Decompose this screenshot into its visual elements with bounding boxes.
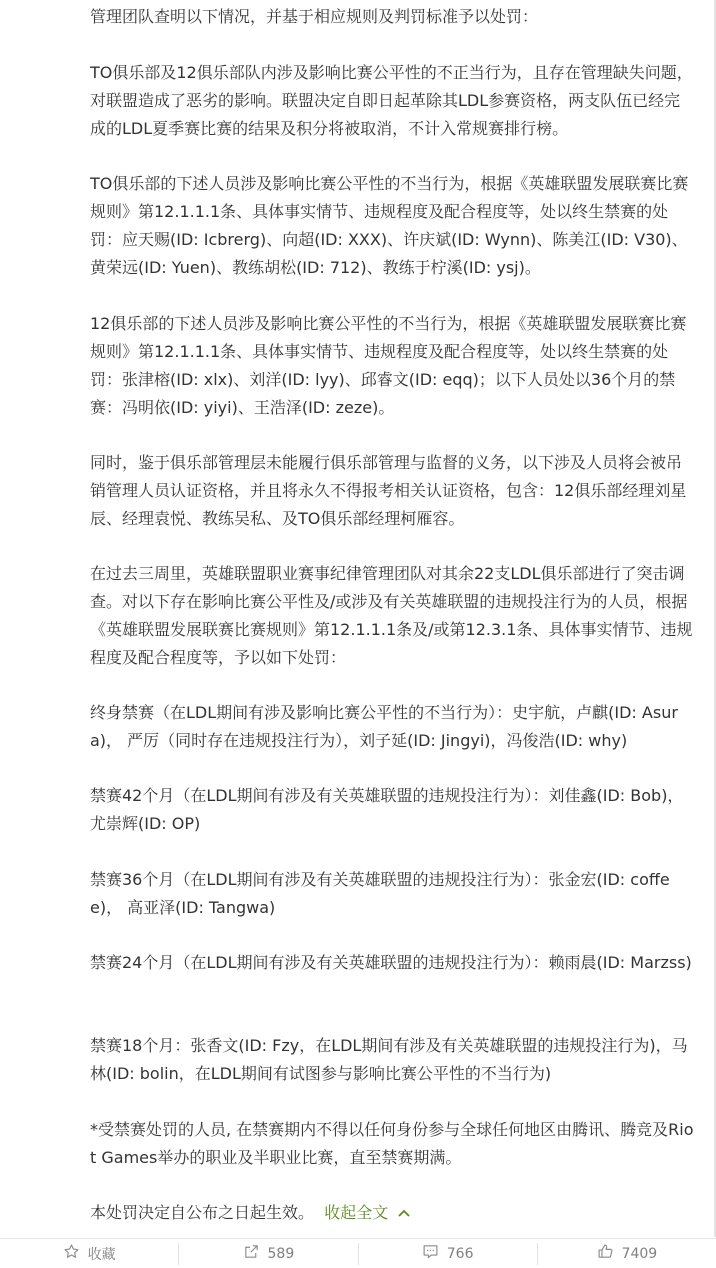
comment-icon (422, 1243, 439, 1264)
paragraph: *受禁赛处罚的人员, 在禁赛期内不得以任何身份参与全球任何地区由腾讯、腾竞及Riot Games举办的职业及半职业比赛，直至禁赛期满。 (90, 1120, 694, 1167)
star-icon (63, 1243, 80, 1264)
repost-button[interactable] (179, 1239, 357, 1268)
paragraph: TO俱乐部及12俱乐部队内涉及影响比赛公平性的不正当行为，且存在管理缺失问题，对联盟造成了恶劣的影响。联盟决定自即日起革除其LDL参赛资格，两支队伍已经完成的LDL夏季赛比赛的结果及积分将被取消，不计入常规赛排行榜。 (90, 63, 693, 138)
repost-icon (243, 1243, 260, 1264)
action-toolbar (0, 1238, 716, 1268)
like-count: 7409 (621, 1245, 658, 1262)
comment-count: 766 (446, 1245, 474, 1262)
paragraph: 终身禁赛（在LDL期间有涉及影响比赛公平性的不当行为）：史宇航，卢麒(ID: Asura)， 严厉（同时存在违规投注行为），刘子延(ID: Jingyi)，冯俊浩(ID: why) (90, 703, 678, 750)
paragraph: 在过去三周里，英雄联盟职业赛事纪律管理团队对其余22支LDL俱乐部进行了突击调查。对以下存在影响比赛公平性及/或涉及有关英雄联盟的违规投注行为的人员，根据《英雄联盟发展联赛比赛规则》第12.1.1.1条及/或第12.3.1条、具体事实情节、违规程度及配合程度等，予以如下处罚： (90, 564, 693, 667)
paragraph: 禁赛18个月：张香文(ID: Fzy，在LDL期间有涉及有关英雄联盟的违规投注行为)，马林(ID: bolin，在LDL期间有试图参与影响比赛公平性的不当行为) (90, 1036, 688, 1083)
comment-button[interactable] (359, 1239, 537, 1268)
collapse-label: 收起全文 (324, 1203, 389, 1222)
paragraph: TO俱乐部的下述人员涉及影响比赛公平性的不当行为，根据《英雄联盟发展联赛比赛规则》第12.1.1.1条、具体事实情节、违规程度及配合程度等，处以终生禁赛的处罚：应天赐(ID: Icbrerg)、向超(ID: XXX)、许庆斌(ID: Wynn)、陈美江(ID: V30)、黄荣远(ID: Yuen)、教练胡松(ID: 712)、教练于柠溪(ID: ysj)。 (90, 174, 689, 277)
paragraph: 禁赛42个月（在LDL期间有涉及有关英雄联盟的违规投注行为）：刘佳鑫(ID: Bob)，尤崇辉(ID: OP) (90, 786, 684, 833)
favorite-button[interactable] (0, 1239, 178, 1268)
paragraph-last (90, 1199, 695, 1229)
favorite-label: 收藏 (87, 1246, 116, 1263)
paragraph: 同时，鉴于俱乐部管理层未能履行俱乐部管理与监督的义务，以下涉及人员将会被吊销管理人员认证资格，并且将永久不得报考相关认证资格，包含：12俱乐部经理刘星辰、经理袁悦、教练吴私、及TO俱乐部经理柯雁容。 (90, 453, 687, 528)
repost-count: 589 (267, 1245, 295, 1262)
like-button[interactable] (538, 1239, 716, 1268)
collapse-full-text-link[interactable] (324, 1203, 410, 1222)
paragraph: 禁赛36个月（在LDL期间有涉及有关英雄联盟的违规投注行为）：张金宏(ID: coffee)， 高亚泽(ID: Tangwa) (90, 870, 670, 917)
paragraph-text: 本处罚决定自公布之日起生效。 (90, 1203, 315, 1222)
paragraph: 12俱乐部的下述人员涉及影响比赛公平性的不当行为，根据《英雄联盟发展联赛比赛规则》第12.1.1.1条、具体事实情节、违规程度及配合程度等，处以终生禁赛的处罚：张津榕(ID: xlx)、刘洋(ID: lyy)、邱睿文(ID: eqq)；以下人员处以36个月的禁赛：冯明依(ID: yiyi)、王浩泽(ID: zeze)。 (90, 314, 687, 417)
chevron-up-icon (398, 1200, 410, 1228)
paragraph: 禁赛24个月（在LDL期间有涉及有关英雄联盟的违规投注行为）：赖雨晨(ID: Marzss) (90, 953, 692, 972)
paragraph: 管理团队查明以下情况，并基于相应规则及判罚标准予以处罚： (90, 7, 539, 26)
thumbs-up-icon (597, 1243, 614, 1264)
